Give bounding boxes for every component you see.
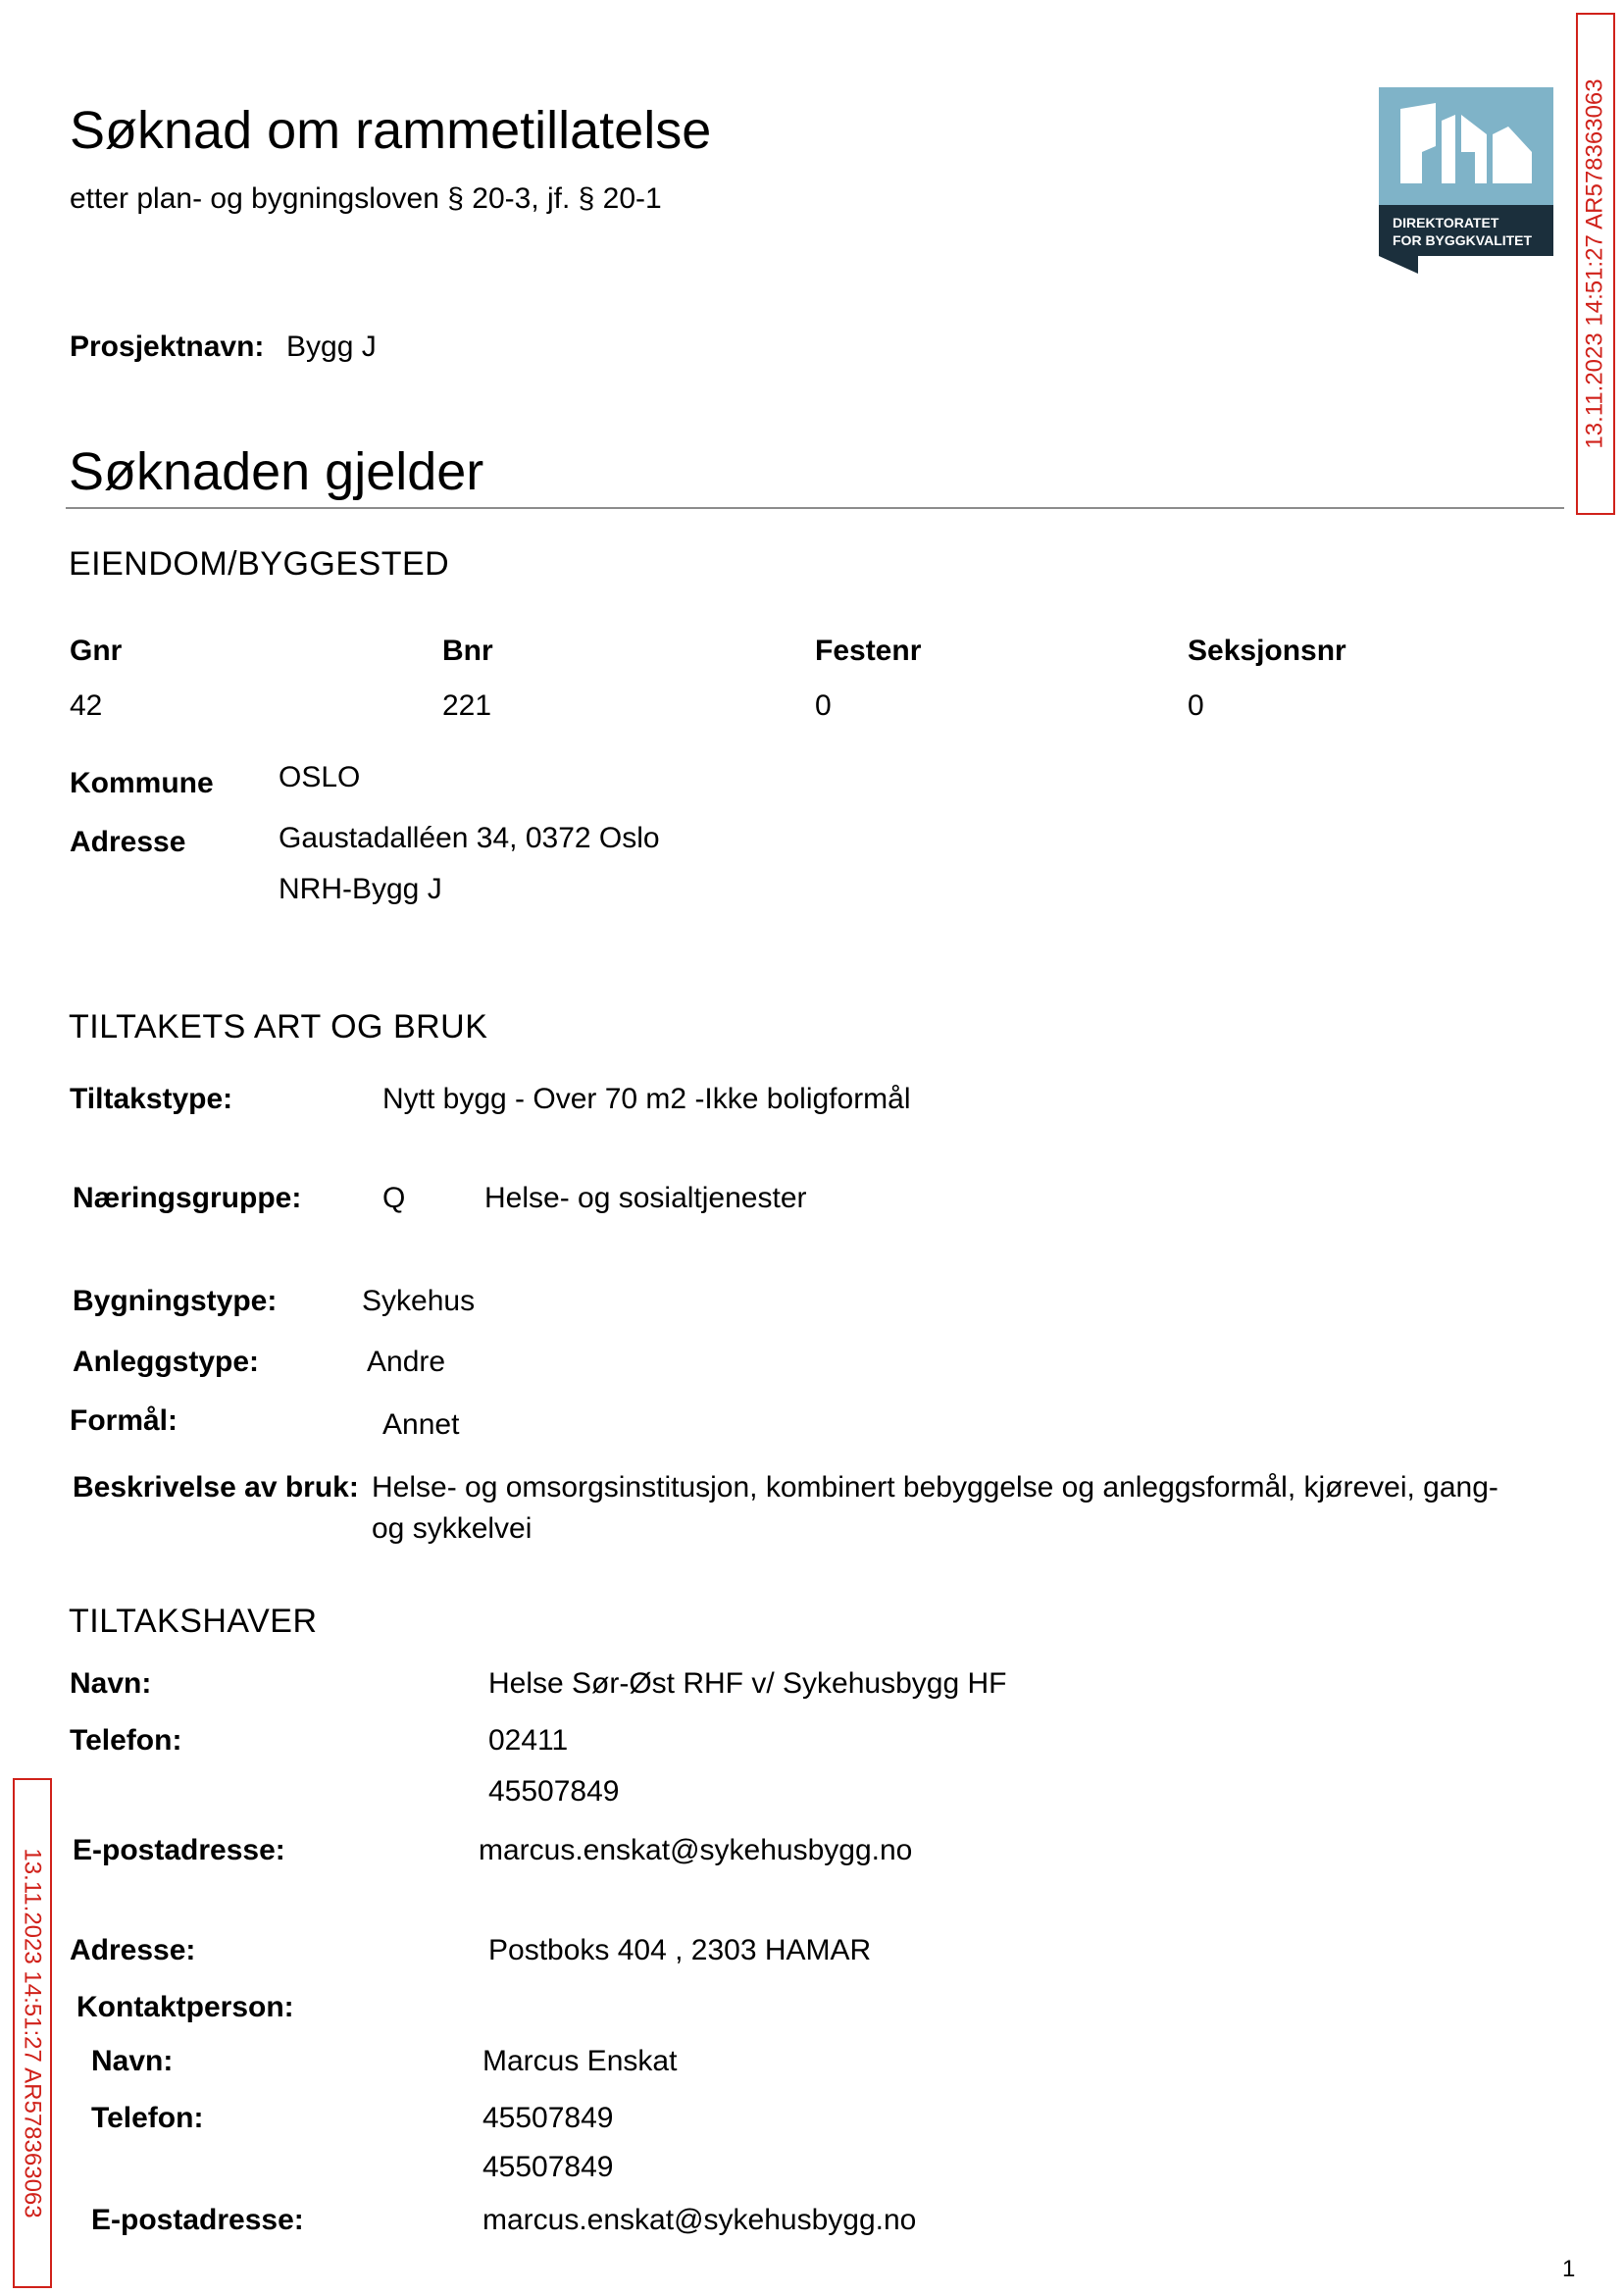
festenr-value: 0 bbox=[815, 689, 832, 722]
kommune-value: OSLO bbox=[279, 761, 361, 793]
tiltak-heading: TILTAKETS ART OG BRUK bbox=[69, 1008, 488, 1045]
anleggstype-value: Andre bbox=[367, 1346, 446, 1378]
tiltakshaver-epost-label: E-postadresse: bbox=[73, 1834, 285, 1866]
tiltakshaver-navn-label: Navn: bbox=[70, 1667, 152, 1700]
stamp-text: 13.11.2023 14:51:27 AR578363063 bbox=[20, 1848, 46, 2218]
logo-text-line2: FOR BYGGKVALITET bbox=[1393, 232, 1533, 248]
document-subtitle: etter plan- og bygningsloven § 20-3, jf. § 20-1 bbox=[70, 182, 662, 215]
kontakt-epost-value: marcus.enskat@sykehusbygg.no bbox=[482, 2204, 917, 2236]
gnr-value: 42 bbox=[70, 689, 103, 722]
kontakt-navn-label: Navn: bbox=[91, 2045, 174, 2077]
tiltakshaver-heading: TILTAKSHAVER bbox=[69, 1603, 318, 1640]
beskrivelse-line1: Helse- og omsorgsinstitusjon, kombinert bebyggelse og anleggsformål, kjørevei, gang- bbox=[372, 1471, 1498, 1504]
eiendom-heading: EIENDOM/BYGGESTED bbox=[69, 545, 450, 583]
bygningstype-value: Sykehus bbox=[362, 1285, 476, 1317]
section-divider bbox=[66, 507, 1564, 509]
tiltakshaver-adresse-label: Adresse: bbox=[70, 1934, 196, 1966]
kontakt-telefon-value1: 45507849 bbox=[482, 2102, 614, 2134]
kontakt-telefon-value2: 45507849 bbox=[482, 2151, 614, 2183]
document-stamp-right bbox=[1576, 13, 1615, 515]
adresse-line2: NRH-Bygg J bbox=[279, 873, 442, 905]
tiltakshaver-epost-value: marcus.enskat@sykehusbygg.no bbox=[479, 1834, 913, 1866]
tiltakshaver-adresse-value: Postboks 404 , 2303 HAMAR bbox=[488, 1934, 872, 1966]
formal-label: Formål: bbox=[70, 1404, 178, 1437]
tiltakshaver-telefon-label: Telefon: bbox=[70, 1724, 182, 1757]
tiltakshaver-navn-value: Helse Sør-Øst RHF v/ Sykehusbygg HF bbox=[488, 1667, 1007, 1700]
gnr-label: Gnr bbox=[70, 635, 123, 667]
kontaktperson-label: Kontaktperson: bbox=[76, 1991, 294, 2023]
kontakt-navn-value: Marcus Enskat bbox=[482, 2045, 678, 2077]
page-number: 1 bbox=[1562, 2256, 1576, 2282]
beskrivelse-line2: og sykkelvei bbox=[372, 1512, 533, 1545]
bygningstype-label: Bygningstype: bbox=[73, 1285, 278, 1317]
kommune-label: Kommune bbox=[70, 767, 214, 799]
bnr-value: 221 bbox=[442, 689, 492, 722]
tiltakshaver-telefon-value1: 02411 bbox=[488, 1724, 569, 1757]
seksjonsnr-value: 0 bbox=[1188, 689, 1204, 722]
kontakt-epost-label: E-postadresse: bbox=[91, 2204, 304, 2236]
festenr-label: Festenr bbox=[815, 635, 922, 667]
formal-value: Annet bbox=[382, 1408, 460, 1441]
document-stamp-left bbox=[13, 1778, 52, 2288]
tiltakstype-value: Nytt bygg - Over 70 m2 -Ikke boligformål bbox=[382, 1083, 911, 1115]
adresse-line1: Gaustadalléen 34, 0372 Oslo bbox=[279, 822, 660, 854]
adresse-label: Adresse bbox=[70, 826, 186, 858]
beskrivelse-label: Beskrivelse av bruk: bbox=[73, 1471, 359, 1504]
seksjonsnr-label: Seksjonsnr bbox=[1188, 635, 1346, 667]
logo-text-line1: DIREKTORATET bbox=[1393, 215, 1499, 230]
anleggstype-label: Anleggstype: bbox=[73, 1346, 260, 1378]
project-value: Bygg J bbox=[286, 331, 377, 363]
document-title: Søknad om rammetillatelse bbox=[70, 101, 712, 160]
bnr-label: Bnr bbox=[442, 635, 493, 667]
naeringsgruppe-label: Næringsgruppe: bbox=[73, 1182, 302, 1214]
project-label: Prosjektnavn: bbox=[70, 331, 265, 363]
tiltakstype-label: Tiltakstype: bbox=[70, 1083, 233, 1115]
naeringsgruppe-code: Q bbox=[382, 1182, 406, 1214]
section-title: Søknaden gjelder bbox=[69, 442, 484, 501]
dibk-logo-icon bbox=[1379, 87, 1553, 274]
kontakt-telefon-label: Telefon: bbox=[91, 2102, 204, 2134]
tiltakshaver-telefon-value2: 45507849 bbox=[488, 1775, 620, 1808]
naeringsgruppe-value: Helse- og sosialtjenester bbox=[484, 1182, 807, 1214]
stamp-text: 13.11.2023 14:51:27 AR578363063 bbox=[1582, 78, 1608, 449]
